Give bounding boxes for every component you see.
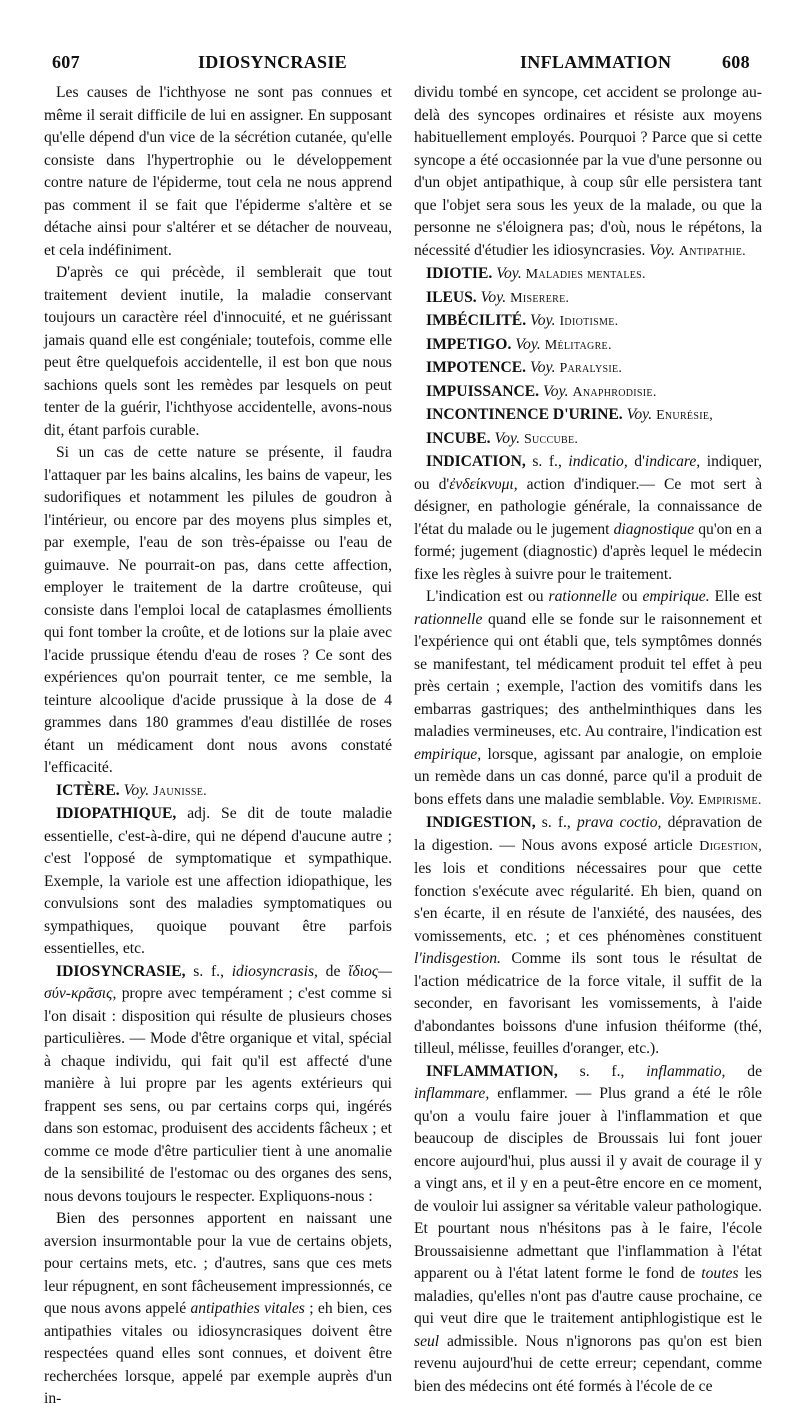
entry-idiosyncrasie: [44, 961, 392, 1209]
emphasis-term: seul: [414, 1332, 440, 1350]
emphasis-term: rationnelle: [414, 610, 483, 628]
headword-indication: INDICATION,: [426, 453, 526, 470]
emphasis-term: antipathies vitales: [190, 1300, 305, 1317]
headword-indigestion: INDIGESTION,: [426, 814, 536, 831]
definition-text: propre avec tempérament ; c'est comme si l'on disait : disposition qui résulte de plusieurs choses particulières. — Mode d'être organique et vital, spécial à chaque individu, qui fait qu'il est affecté d'une manière à lui propre par les agents extérieurs qui frappent ses sens, ou par certains corps qui, ingérés dans son estomac, produisent des accidents fâcheux ; et comme ce mode d'être particulier tient à une anomalie de la sensibilité de l'estomac ou des organes des sens, nous devons toujours le respecter. Expliquons-nous :: [44, 985, 392, 1205]
definition-text: action d'indiquer.— Ce mot sert à désigner, en pathologie générale, la connaissance de l'état du malade ou le jugement: [414, 475, 762, 538]
voy-label: Voy.: [515, 335, 541, 353]
headword-ictere: ICTÈRE.: [56, 781, 120, 799]
ichthyose-treatment-paragraph: D'après ce qui précède, il semblerait que tout traitement devient inutile, la maladie conservant toujours un caractère réel d'innocuité, et ne guérissant jamais quand elle est congéniale; toutefois, comme elle peut être quelquefois accidentelle, il est bon que nous sachions quels sont les remèdes par lesquels on peut tenter de la guérir, l'ichthyose accidentelle, avons-nous dit, étant parfois curable.: [44, 264, 392, 439]
voy-label: Voy.: [542, 382, 569, 400]
entry-impuissance: [414, 381, 762, 405]
cross-reference: Enurésie,: [656, 408, 714, 423]
entry-incube: [414, 428, 762, 452]
headword-impetigo: IMPETIGO.: [426, 335, 512, 353]
emphasis-term: diagnostique: [613, 520, 695, 538]
etymology-de: de: [325, 962, 341, 980]
cross-reference: Anaphrodisie.: [572, 384, 657, 400]
latin-term: inflammatio,: [646, 1062, 726, 1080]
definition-text: Comme ils sont tous le résultat de l'action médicatrice de la force vitale, il suffit de la seconder, en favorisant les vomissements, à l'aide d'abondantes boissons d'une infusion théiforme (thé, tilleul, mélisse, feuilles d'oranger, etc.).: [414, 950, 762, 1057]
paragraph-text: Bien des personnes apportent en naissant une aversion insurmontable pour la vue de certains objets, pour certains mets, etc. ; d'autres, sans que ces mets leur répugnent, en sont fâcheusement impressionnés, ce que nous avons appelé: [44, 1210, 392, 1317]
indication-types-paragraph: [414, 586, 762, 812]
headword-idiopathique: IDIOPATHIQUE,: [56, 805, 177, 822]
cross-reference: Paralysie.: [559, 361, 623, 376]
headword-inflammation: INFLAMMATION,: [426, 1062, 558, 1080]
emphasis-term: empirique.: [642, 588, 710, 605]
right-column: [414, 82, 762, 1398]
headword-idiotie: IDIOTIE.: [426, 265, 493, 282]
antipathies-paragraph: [44, 1208, 392, 1411]
latin-term: prava coctio,: [576, 814, 662, 831]
entry-impotence: [414, 357, 762, 381]
paragraph-text: lorsque, agissant par analogie, on emploie un remède dans un cas donné, parce qu'il a produit de bons effets dans une maladie semblable.: [414, 745, 762, 808]
syncope-continuation-paragraph: [414, 82, 762, 263]
definition-text: enflammer. — Plus grand a été le rôle qu'on a voulu faire jouer à l'inflammation et que beaucoup de disciples de Broussais lui font jouer encore aujourd'hui, plus aussi il y avait de courage il y a vingt ans, et il y en a peut-être encore en ce moment, de vouloir lui assigner sa véritable valeur pathologique. Et pourtant nous n'hésitons pas à le faire, l'école Broussaisienne admettant que l'inflammation à l'état apparent ou à l'état latent forme le fond de: [414, 1085, 762, 1282]
definition-text: les maladies, qu'elles n'ont pas d'autre cause prochaine, ce qui veut dire que le traitement antiphlogistique est le: [414, 1265, 762, 1327]
latin-term: indicatio,: [568, 453, 628, 470]
cross-reference: Empirisme.: [698, 792, 762, 808]
entry-incontinence: [414, 404, 762, 428]
ichthyose-remedies-paragraph: Si un cas de cette nature se présente, il faudra l'attaquer par les bains alcalins, les bains de vapeur, les sudorifiques et notamment les pilules de goudron à l'intérieur, ou encore par des moyens plus simples et, par exemple, l'eau de son très-épaisse ou l'eau de guimauve. Ne pourrait-on pas, dans cette affection, employer le traitement de la dartre croûteuse, qui consiste dans l'emploi local de cataplasmes émollients qui font tomber la croûte, et de lotions sur la plaie avec l'acide prussique étendu d'eau de roses ? Ce sont des expériences qu'on pourrait tenter, ce me semble, la teinture alcoolique d'acide prussique à la dose de 4 grammes dans 180 grammes d'eau distillée de roses étant un médicament dont nous avons constaté l'efficacité.: [44, 444, 392, 776]
entry-inflammation: [414, 1061, 762, 1399]
voy-label: Voy.: [480, 288, 507, 306]
left-page-number: 607: [52, 52, 80, 72]
headword-incube: INCUBE.: [426, 429, 491, 447]
entry-imbecilite: [414, 310, 762, 334]
paragraph-text: ; eh bien, ces antipathies vitales ou idiosyncrasiques doivent être respectées quand elles sont connues, et doivent être recherchées lorsque, appelé par exemple auprès d'un in-: [44, 1300, 392, 1407]
grammar-label: s. f.,: [541, 814, 571, 831]
voy-label: Voy.: [529, 359, 556, 376]
headword-idiosyncrasie: IDIOSYNCRASIE,: [56, 962, 186, 980]
voy-label: Voy.: [530, 312, 556, 329]
cross-reference: Succube.: [523, 431, 579, 447]
paragraph-text: ou: [621, 588, 638, 605]
paragraph-text: dividu tombé en syncope, cet accident se prolonge au-delà des syncopes ordinaires et résiste aux moyens habituellement employés. Pourquoi ? Parce que si cette syncope a été occasionnée par la vue d'une personne ou d'un objet antipathique, à coup sûr elle persistera tant que l'objet sera sous les yeux de la malade, ou que la personne ne s'éloignera pas; d'où, nous le répétons, la nécessité d'étudier les idiosyncrasies.: [414, 84, 762, 259]
definition-text: adj. Se dit de toute maladie essentielle, c'est-à-dire, qui ne dépend d'aucune autre ; c'est l'opposé de symptomatique et sympathique. Exemple, la variole est une affection idiopathique, les convulsions sont des maladies symptomatiques ou sympathiques, quoique pouvant être parfois essentielles, etc.: [44, 805, 392, 957]
entry-idiotie: [414, 263, 762, 287]
grammar-label: s. f.,: [532, 453, 562, 470]
entry-indigestion: [414, 812, 762, 1061]
headword-impuissance: IMPUISSANCE.: [426, 382, 540, 400]
paragraph-text: L'indication est ou: [426, 588, 544, 605]
grammar-label: s. f.,: [579, 1062, 625, 1080]
cross-reference: Miserere.: [510, 290, 570, 306]
definition-text: dépravation de la digestion. — Nous avons exposé article: [414, 814, 763, 854]
etymology-de: de: [747, 1062, 762, 1080]
entry-impetigo: [414, 334, 762, 358]
emphasis-term: l'indisgestion.: [414, 950, 501, 967]
headword-impotence: IMPOTENCE.: [426, 359, 527, 376]
headword-incontinence: INCONTINENCE D'URINE.: [426, 406, 623, 423]
voy-label: Voy.: [496, 265, 522, 282]
voy-label: Voy.: [668, 790, 695, 808]
latin-term: inflammare,: [414, 1085, 490, 1102]
emphasis-term: toutes: [701, 1265, 739, 1282]
left-running-head: IDIOSYNCRASIE: [198, 52, 347, 72]
etymology-d: d': [634, 453, 645, 470]
voy-label: Voy.: [123, 781, 150, 799]
entry-idiopathique: [44, 803, 392, 961]
headword-imbecilite: IMBÉCILITÉ.: [426, 312, 527, 329]
headword-ileus: ILEUS.: [426, 288, 477, 306]
latin-term: indicare,: [644, 453, 701, 470]
entry-indication: [414, 451, 762, 586]
paragraph-text: quand elle se fonde sur le raisonnement et l'expérience qui ont établi que, tels symptômes donnés se manifestant, tel médicament produit tel effet à peu près certain ; exemple, l'action des vomitifs dans les embarras gastriques; des anthelminthiques dans les maladies vermineuses, etc. Au contraire, l'indication est: [414, 610, 762, 740]
cross-reference: Idiotisme.: [559, 314, 619, 329]
voy-label: Voy.: [649, 241, 675, 259]
entry-ileus: [414, 287, 762, 311]
ichthyose-causes-paragraph: Les causes de l'ichthyose ne sont pas connues et même il serait difficile de lui en assigner. En supposant qu'elle dépend d'un vice de la sécrétion cutanée, qu'elle consiste dans l'hypertrophie ou le développement contre nature de l'épiderme, tout cela ne nous apprend pas comment il se fait que l'épiderme s'altère et se détache ainsi pour s'altérer et se détacher de nouveau, et cela indéfiniment.: [44, 84, 392, 259]
left-column: [44, 82, 392, 1411]
greek-etymology: ἴδιος—σύν-κρᾶσις,: [44, 962, 393, 1002]
right-page-number: 608: [722, 52, 750, 72]
paragraph-text: Elle est: [714, 588, 762, 605]
cross-reference: Antipathie.: [678, 243, 746, 259]
cross-reference: Jaunisse.: [153, 783, 207, 799]
latin-term: idiosyncrasis,: [231, 962, 318, 980]
emphasis-term: rationnelle: [548, 588, 617, 605]
definition-text: indiquer, ou d': [414, 453, 762, 493]
voy-label: Voy.: [626, 406, 653, 423]
definition-text: admissible. Nous n'ignorons pas qu'on est bien revenu aujourd'hui de cette erreur; cependant, comme bien des médecins ont été formés à l'école de ce: [414, 1332, 762, 1395]
right-running-head: INFLAMMATION: [520, 52, 672, 72]
entry-ictere: [44, 780, 392, 804]
definition-text: les lois et conditions nécessaires pour que cette fonction s'exécute avec régularité. Eh bien, quand on s'en écarte, il en résute de l'anxiété, des nausées, des vomissements, etc. ; et ces phénomènes constituent: [414, 860, 762, 945]
greek-etymology: ἐνδείκνυμι,: [449, 475, 518, 493]
cross-reference: Mélitagre.: [544, 337, 612, 353]
emphasis-term: empirique,: [414, 745, 482, 763]
voy-label: Voy.: [494, 429, 521, 447]
cross-reference: Maladies mentales.: [525, 267, 646, 282]
grammar-label: s. f.,: [193, 962, 224, 980]
definition-text: qu'on en a formé; jugement (diagnostic) d'après lequel le médecin fixe les règles à suivre pour le traitement.: [414, 520, 762, 583]
cross-reference: Digestion,: [699, 838, 762, 854]
